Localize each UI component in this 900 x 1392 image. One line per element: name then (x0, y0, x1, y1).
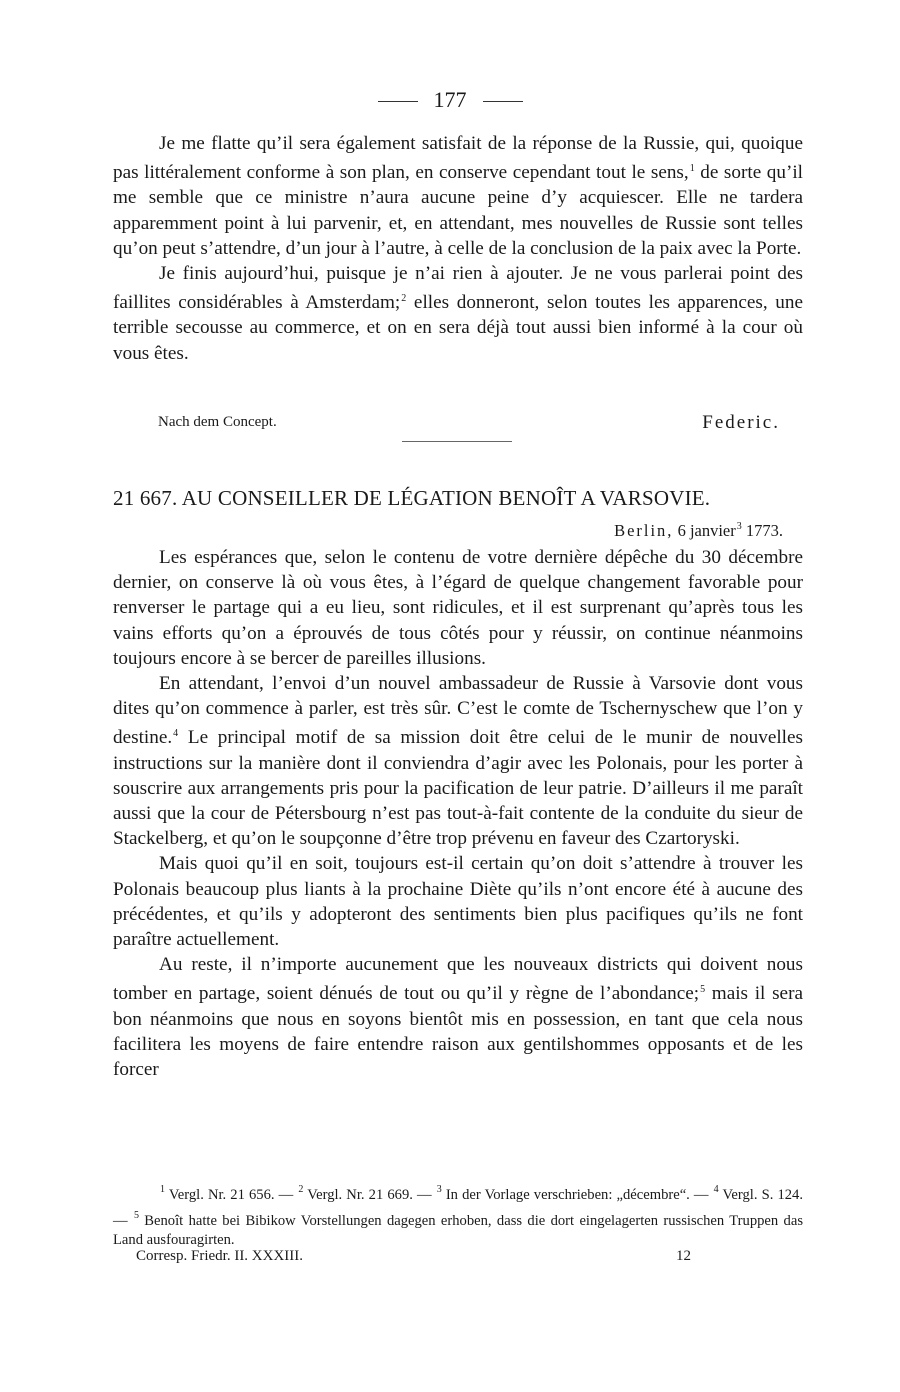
paragraph (113, 131, 803, 261)
footnote-ref: 1 (689, 163, 695, 175)
signature: Federic. (702, 412, 780, 433)
text-run: Je finis aujourd’hui, puisque je n’ai rien à ajouter. Je ne vous parlerai point des faillites considérables à Amsterdam; (113, 263, 803, 314)
text-run: de sorte qu’il me semble que ce ministre n’aura aucune peine d’y acquiescer. Elle ne tardera apparemment point à lui parvenir, et, en attendant, mes nouvelles de Russie sont telles qu’on peut s’attendre, d’un jour à l’autre, à celle de la conclusion de la paix avec la Porte. (113, 162, 803, 259)
footnotes (113, 1180, 803, 1251)
text-run: In der Vorlage verschrieben: „décembre“. — (441, 1187, 713, 1203)
dateline (614, 516, 783, 542)
footnote-ref: 3 (436, 1184, 442, 1195)
footnote-ref: 5 (700, 984, 706, 996)
dateline-place: Berlin, (614, 521, 674, 540)
text-run: mais il sera bon néanmoins que nous en soyons bientôt mis en possession, en tant que cela nous facilitera les moyens de faire entendre raison aux gentilshommes opposants et de les forcer (113, 983, 803, 1081)
header-rule-left (378, 101, 418, 102)
text-run: Je me flatte qu’il sera également satisfait de la réponse de la Russie, qui, quoique pas littéralement conforme à son plan, en conserve cependant tout le sens, (113, 133, 803, 184)
text-run: Au reste, il n’importe aucunement que les nouveaux districts qui doivent nous tomber en partage, soient dénués de tout ou qu’il y règne de l’abondance; (113, 954, 803, 1005)
paragraph (113, 952, 803, 1082)
footnote-ref: 2 (298, 1184, 304, 1195)
text-run: Les espérances que, selon le contenu de votre dernière dépêche du 30 décembre dernier, on conserve là où vous êtes, à l’égard de quelque changement favorable pour renverser le partage qui a eu lieu, sont ridicules, et il est surprenant qu’après tous les vains efforts qu’on a éprouvés de tous côtés pour y réussir, on continue néanmoins toujours encore à se bercer de pareilles illusions. (113, 547, 803, 669)
signature-row (158, 412, 780, 436)
footnote-ref: 4 (173, 728, 179, 740)
text-run: elles donneront, selon toutes les apparences, une terrible secousse au commerce, et on en sera déjà tout aussi bien informé à la cour où vous êtes. (113, 292, 803, 364)
signature-mark: Corresp. Friedr. II. XXXIII. (136, 1248, 304, 1264)
paragraph (113, 671, 803, 851)
sheet-number: 12 (676, 1248, 691, 1264)
text-run: Vergl. Nr. 21 669. — (303, 1187, 436, 1203)
source-note: Nach dem Concept. (158, 414, 277, 430)
page-header (0, 86, 900, 114)
footnote-ref: 3 (736, 521, 742, 532)
letter-2-body (113, 545, 803, 1082)
footnote-ref: 5 (133, 1209, 139, 1221)
footnote-ref: 2 (401, 293, 407, 305)
text-run: Vergl. S. 124. — (113, 1187, 803, 1229)
dateline-date: 6 janvier (677, 521, 736, 540)
text-run: En attendant, l’envoi d’un nouvel ambassadeur de Russie à Varsovie dont vous dites qu’on commence à parler, est très sûr. C’est le comte de Tschernyschew que l’on y destine. (113, 673, 803, 749)
letter-1-body (113, 131, 803, 366)
footnote-ref: 1 (160, 1184, 165, 1195)
text-run: Mais quoi qu’il en soit, toujours est-il certain qu’on doit s’attendre à trouver les Polonais beaucoup plus liants à la prochaine Diète qu’ils n’ont encore été à aucune des précédentes, et qu’ils y adopteront des sentiments bien plus pacifiques qu’ils ne font paraître actuellement. (113, 853, 803, 951)
paragraph (113, 851, 803, 952)
letter-2-title: 21 667. AU CONSEILLER DE LÉGATION BENOÎT A VARSOVIE. (113, 486, 711, 510)
text-run: Le principal motif de sa mission doit être celui de le munir de nouvelles instructions sur la manière dont il conviendra d’agir avec les Polonais, pour les porter à souscrire aux arrangements pris pour la pacification de leur patrie. D’ailleurs il me paraît aussi que la cour de Pétersbourg n’est pas tout-à-fait contente de la conduite du sieur de Stackelberg, et qu’on le soupçonne d’être trop prévenu en faveur des Czartoryski. (113, 727, 803, 850)
text-run: Vergl. Nr. 21 656. — (165, 1187, 298, 1203)
page-number: 177 (433, 87, 467, 112)
footnote-text (113, 1180, 803, 1251)
paragraph (113, 545, 803, 671)
header-rule-right (483, 101, 523, 102)
page-footer (136, 1248, 696, 1268)
footnote-ref: 4 (713, 1184, 719, 1195)
paragraph (113, 261, 803, 366)
section-separator (402, 441, 512, 442)
text-run: Benoît hatte bei Bibikow Vorstellungen dagegen erhoben, dass die dort eingelagerten russischen Truppen das Land ausfouragirten. (113, 1212, 803, 1248)
dateline-year: 1773. (745, 521, 783, 540)
